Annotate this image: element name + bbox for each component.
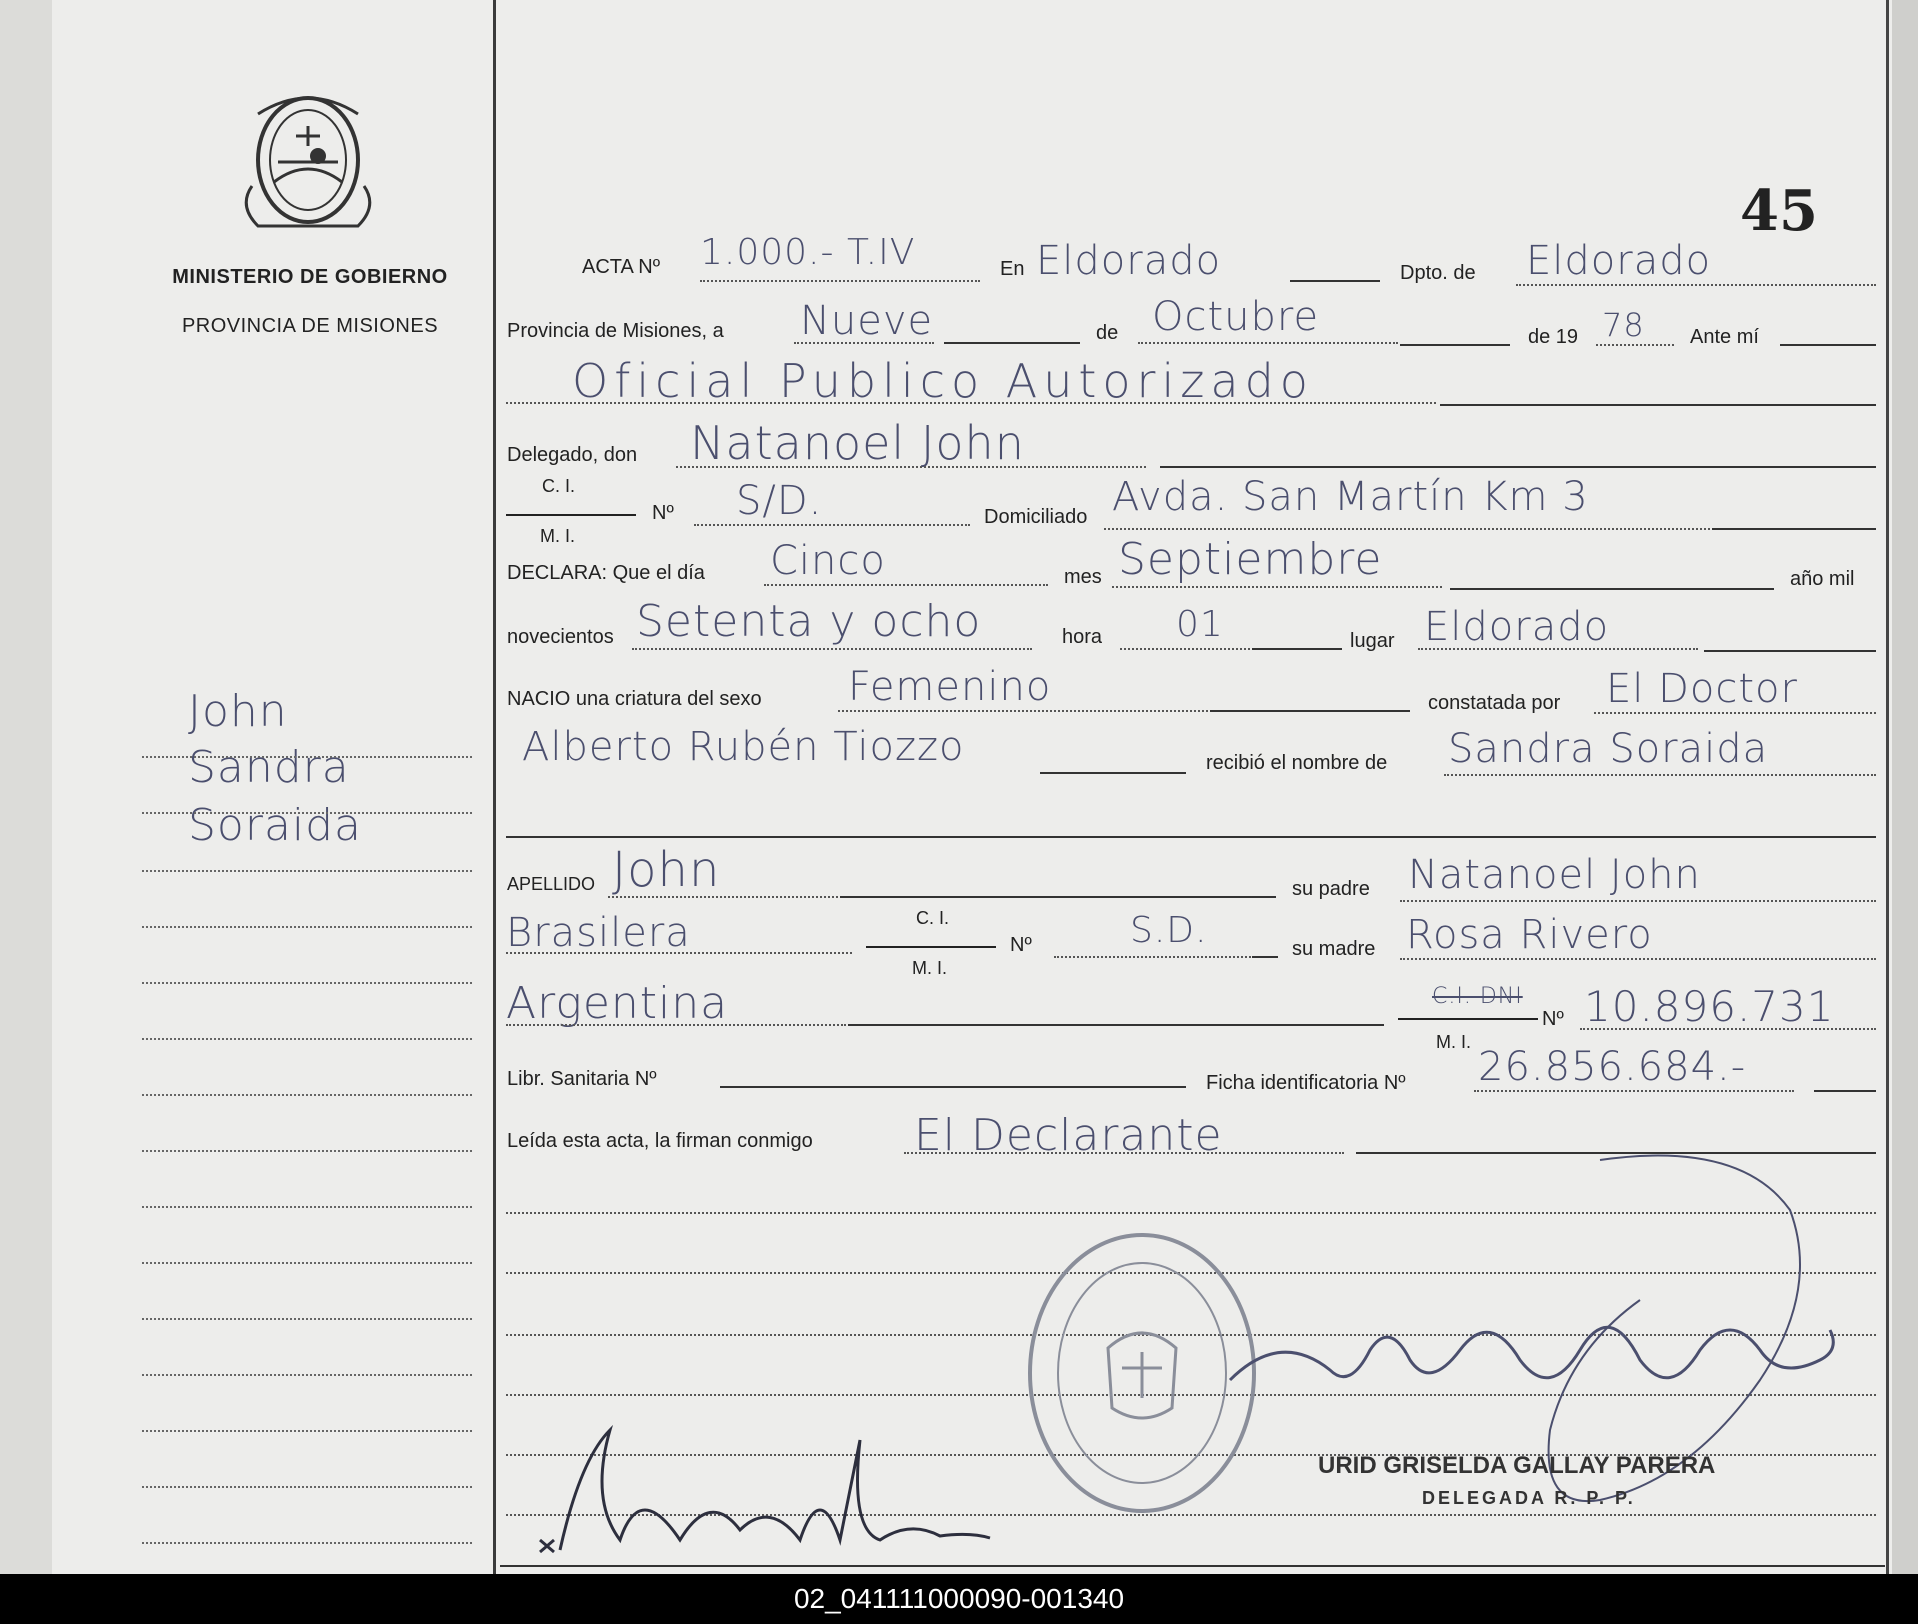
margin-line [142, 1038, 472, 1040]
ficha-label: Ficha identificatoria Nº [1206, 1072, 1406, 1094]
day-value: Nueve [800, 298, 934, 344]
year-value: 78 [1602, 306, 1645, 344]
officer-line [1440, 404, 1876, 406]
madre-doc-type: C.I. DNI [1432, 984, 1523, 1009]
province-title: PROVINCIA DE MISIONES [181, 315, 439, 337]
dpto-dots [1516, 284, 1876, 286]
doctor-value: Alberto Rubén Tiozzo [522, 724, 965, 770]
lugar-dots [1418, 648, 1698, 650]
madre-doc-fraction-line [1398, 1018, 1538, 1020]
dpto-label: Dpto. de [1400, 262, 1476, 284]
sexo-dots [838, 710, 1208, 712]
madre-nacionalidad-value: Argentina [506, 978, 729, 1029]
margin-line [142, 1150, 472, 1152]
hora-value: 01 [1176, 604, 1224, 645]
margin-line [142, 1542, 472, 1544]
constatada-value: El Doctor [1606, 666, 1798, 712]
leida-label: Leída esta acta, la firman conmigo [507, 1130, 813, 1152]
acta-label: ACTA Nº [582, 256, 661, 278]
ficha-dots [1474, 1090, 1794, 1092]
ci-fraction-line-2 [866, 946, 996, 948]
ficha-value: 26.856.684.- [1478, 1044, 1747, 1090]
birth-month-dots [1112, 586, 1442, 588]
birth-day-dots [764, 584, 1048, 586]
padre-doc-value: S.D. [1130, 910, 1208, 951]
hora-line [1252, 648, 1342, 650]
year-dots [1596, 344, 1674, 346]
madre-dots [1400, 958, 1876, 960]
margin-line [142, 1430, 472, 1432]
delegado-label: Delegado, don [507, 444, 638, 466]
padre-nacionalidad-value: Brasilera [506, 910, 691, 956]
padre-doc-dots [1054, 956, 1254, 958]
birth-month-line [1450, 588, 1774, 590]
padre-nac-dots [506, 952, 852, 954]
birth-day-value: Cinco [770, 538, 886, 584]
padre-dots [1400, 900, 1876, 902]
madre-label: su madre [1292, 938, 1376, 960]
officer-dots [506, 402, 1436, 404]
day-dots [794, 342, 934, 344]
domicilio-line [1712, 528, 1876, 530]
ci-label-2: C. I. [916, 908, 950, 928]
nacio-label: NACIO una criatura del sexo [507, 688, 762, 710]
doctor-line [1040, 772, 1186, 774]
month-line [1400, 344, 1510, 346]
doc-value: S/D. [736, 478, 823, 524]
padre-label: su padre [1292, 878, 1370, 900]
margin-line [142, 982, 472, 984]
apellido-dots [608, 896, 838, 898]
page-left-edge [0, 0, 52, 1574]
province-seal-icon [238, 86, 378, 240]
sexo-line [1210, 710, 1410, 712]
officer-value: Oficial Publico Autorizado [572, 354, 1314, 408]
ante-label: Ante mí [1690, 326, 1759, 348]
birth-month-value: Septiembre [1118, 534, 1383, 585]
mi-label-3: M. I. [1436, 1032, 1471, 1052]
right-border [1886, 0, 1889, 1574]
apellido-value: John [612, 842, 721, 898]
firman-value: El Declarante [914, 1110, 1223, 1161]
margin-given-name-2: Soraida [188, 800, 363, 851]
en-value: Eldorado [1036, 238, 1222, 284]
ci-label: C. I. [542, 476, 576, 496]
novecientos-label: novecientos [507, 626, 614, 648]
de-label: de [1096, 322, 1119, 344]
madre-nac-dots [506, 1024, 846, 1026]
apellido-label: APELLIDO [507, 874, 596, 894]
madre-doc-dots [1580, 1028, 1876, 1030]
margin-line [142, 1374, 472, 1376]
acta-dots [700, 280, 980, 282]
ano-label: año mil [1790, 568, 1855, 590]
month-dots [1138, 342, 1398, 344]
nombre-value: Sandra Soraida [1448, 726, 1769, 772]
provincia-label: Provincia de Misiones, a [507, 320, 724, 342]
margin-line [142, 1094, 472, 1096]
margin-line [142, 1486, 472, 1488]
delegado-value: Natanoel John [690, 416, 1025, 470]
birth-year-dots [632, 648, 1032, 650]
libr-label: Libr. Sanitaria Nº [507, 1068, 657, 1090]
hora-label: hora [1062, 626, 1103, 648]
folio-number: 45 [1740, 178, 1818, 244]
official-title: DELEGADA R. P. P. [1422, 1488, 1636, 1508]
section-separator [506, 836, 1876, 838]
dpto-value: Eldorado [1526, 238, 1712, 284]
ci-fraction-line [506, 514, 636, 516]
delegado-line [1160, 466, 1876, 468]
declarant-signature-icon [520, 1420, 1000, 1570]
margin-line [142, 1206, 472, 1208]
recibio-label: recibió el nombre de [1206, 752, 1388, 774]
hora-dots [1120, 648, 1250, 650]
margin-given-name-1: Sandra [188, 742, 350, 793]
declara-label: DECLARA: Que el día [507, 562, 705, 584]
no-label-3: Nº [1542, 1008, 1564, 1030]
mi-label-2: M. I. [912, 958, 947, 978]
lugar-label: lugar [1350, 630, 1395, 652]
ante-line [1780, 344, 1876, 346]
month-value: Octubre [1152, 294, 1320, 340]
delegado-dots [676, 466, 1146, 468]
image-caption: 02_041111000090-001340 [0, 1574, 1918, 1624]
padre-value: Natanoel John [1408, 852, 1701, 898]
margin-surname: John [188, 686, 288, 737]
domicilio-value: Avda. San Martín Km 3 [1112, 474, 1589, 520]
domicilio-dots [1104, 528, 1714, 530]
margin-line [142, 926, 472, 928]
madre-nac-line [848, 1024, 1384, 1026]
doc-dots [694, 524, 970, 526]
domicilio-label: Domiciliado [984, 506, 1088, 528]
lugar-line [1704, 650, 1876, 652]
nombre-dots [1444, 774, 1876, 776]
mi-label: M. I. [540, 526, 575, 546]
acta-value: 1.000.- T.IV [700, 232, 916, 273]
apellido-line [840, 896, 1276, 898]
no-label: Nº [652, 502, 674, 524]
madre-value: Rosa Rivero [1406, 912, 1653, 958]
constatada-label: constatada por [1428, 692, 1561, 714]
birth-year-value: Setenta y ocho [636, 596, 982, 647]
en-line [1290, 280, 1380, 282]
ficha-line [1814, 1090, 1876, 1092]
margin-line [142, 870, 472, 872]
margin-line [142, 1318, 472, 1320]
lugar-value: Eldorado [1424, 604, 1610, 650]
margin-line [142, 1262, 472, 1264]
column-divider [493, 0, 496, 1574]
page-right-edge [1892, 0, 1918, 1574]
padre-doc-line [1252, 956, 1278, 958]
madre-doc-value: 10.896.731 [1584, 982, 1835, 1031]
day-line [944, 342, 1080, 344]
no-label-2: Nº [1010, 934, 1032, 956]
margin-line [142, 756, 472, 758]
year-prefix-label: de 19 [1528, 326, 1579, 348]
ministry-title: MINISTERIO DE GOBIERNO [172, 266, 448, 288]
mes-label: mes [1064, 566, 1102, 588]
constatada-dots [1594, 712, 1876, 714]
margin-line [142, 812, 472, 814]
en-label: En [1000, 258, 1025, 280]
sexo-value: Femenino [848, 664, 1052, 710]
official-name: URID GRISELDA GALLAY PARERA [1318, 1452, 1716, 1479]
libr-line [720, 1086, 1186, 1088]
